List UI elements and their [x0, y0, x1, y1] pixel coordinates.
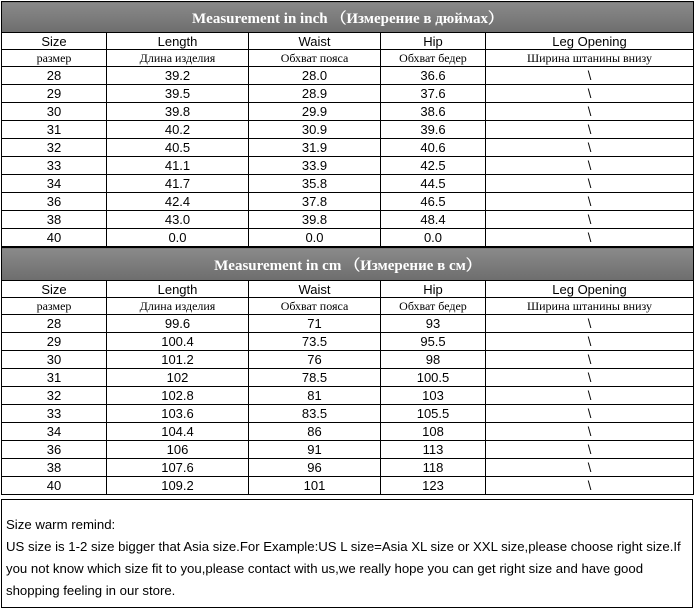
- cell-hip: 44.5: [381, 175, 486, 193]
- header-hip: Hip: [381, 281, 486, 298]
- table-row: [2, 157, 694, 175]
- subheader-waist: Обхват пояса: [249, 50, 381, 67]
- table-row: [2, 193, 694, 211]
- cell-waist: 35.8: [249, 175, 381, 193]
- cell-leg-opening: \: [486, 441, 694, 459]
- size-chart: [1, 1, 693, 495]
- cell-size: 32: [2, 139, 107, 157]
- cell-length: 0.0: [107, 229, 249, 247]
- header-leg-opening: Leg Opening: [486, 281, 694, 298]
- cell-size: 29: [2, 85, 107, 103]
- cell-hip: 103: [381, 387, 486, 405]
- cell-size: 36: [2, 441, 107, 459]
- table-row: [2, 459, 694, 477]
- header-size: Size: [2, 281, 107, 298]
- cell-length: 39.8: [107, 103, 249, 121]
- cell-waist: 76: [249, 351, 381, 369]
- header-hip: Hip: [381, 33, 486, 50]
- cell-waist: 101: [249, 477, 381, 495]
- cell-waist: 30.9: [249, 121, 381, 139]
- table-row: [2, 405, 694, 423]
- table-row: [2, 85, 694, 103]
- inch-table: [1, 1, 694, 247]
- cell-hip: 40.6: [381, 139, 486, 157]
- cell-length: 106: [107, 441, 249, 459]
- cell-leg-opening: \: [486, 157, 694, 175]
- cell-waist: 73.5: [249, 333, 381, 351]
- cell-hip: 36.6: [381, 67, 486, 85]
- cm-subheader-row: [2, 298, 694, 315]
- subheader-length: Длина изделия: [107, 298, 249, 315]
- cell-size: 33: [2, 405, 107, 423]
- inch-table-title: Measurement in inch （Измерение в дюймах）: [2, 2, 694, 33]
- cell-leg-opening: \: [486, 405, 694, 423]
- table-row: [2, 211, 694, 229]
- subheader-waist: Обхват пояса: [249, 298, 381, 315]
- note-line: you not know which size fit to you,please contact with us,we really hope you can get right size and have good: [6, 561, 644, 576]
- cell-hip: 118: [381, 459, 486, 477]
- note-line: shopping feeling in our store.: [6, 583, 176, 598]
- cell-length: 41.1: [107, 157, 249, 175]
- cell-leg-opening: \: [486, 459, 694, 477]
- cell-size: 28: [2, 315, 107, 333]
- inch-table-body: [2, 2, 694, 247]
- cell-hip: 108: [381, 423, 486, 441]
- header-length: Length: [107, 281, 249, 298]
- cell-waist: 86: [249, 423, 381, 441]
- cell-waist: 83.5: [249, 405, 381, 423]
- inch-title-row: [2, 2, 694, 33]
- cell-leg-opening: \: [486, 477, 694, 495]
- subheader-length: Длина изделия: [107, 50, 249, 67]
- cell-length: 40.2: [107, 121, 249, 139]
- table-row: [2, 103, 694, 121]
- cell-size: 40: [2, 477, 107, 495]
- cell-hip: 123: [381, 477, 486, 495]
- cell-hip: 105.5: [381, 405, 486, 423]
- cell-waist: 81: [249, 387, 381, 405]
- cell-leg-opening: \: [486, 333, 694, 351]
- table-row: [2, 387, 694, 405]
- table-row: [2, 333, 694, 351]
- cell-size: 30: [2, 351, 107, 369]
- cell-waist: 39.8: [249, 211, 381, 229]
- header-size: Size: [2, 33, 107, 50]
- subheader-hip: Обхват бедер: [381, 50, 486, 67]
- cell-size: 38: [2, 459, 107, 477]
- cell-size: 36: [2, 193, 107, 211]
- cell-size: 38: [2, 211, 107, 229]
- cell-length: 107.6: [107, 459, 249, 477]
- cm-title-row: [2, 248, 694, 281]
- subheader-size: размер: [2, 298, 107, 315]
- cell-length: 99.6: [107, 315, 249, 333]
- cell-waist: 0.0: [249, 229, 381, 247]
- cell-hip: 0.0: [381, 229, 486, 247]
- cell-leg-opening: \: [486, 67, 694, 85]
- cell-size: 29: [2, 333, 107, 351]
- cell-length: 42.4: [107, 193, 249, 211]
- cell-size: 34: [2, 175, 107, 193]
- cell-size: 33: [2, 157, 107, 175]
- inch-subheader-row: [2, 50, 694, 67]
- table-row: [2, 175, 694, 193]
- cell-size: 28: [2, 67, 107, 85]
- cell-hip: 113: [381, 441, 486, 459]
- cell-length: 43.0: [107, 211, 249, 229]
- cell-leg-opening: \: [486, 423, 694, 441]
- cell-leg-opening: \: [486, 369, 694, 387]
- cell-waist: 37.8: [249, 193, 381, 211]
- cell-hip: 46.5: [381, 193, 486, 211]
- cell-leg-opening: \: [486, 211, 694, 229]
- cell-hip: 100.5: [381, 369, 486, 387]
- header-waist: Waist: [249, 33, 381, 50]
- subheader-hip: Обхват бедер: [381, 298, 486, 315]
- note-heading: Size warm remind:: [6, 517, 116, 532]
- subheader-size: размер: [2, 50, 107, 67]
- note-line: US size is 1-2 size bigger that Asia size.For Example:US L size=Asia XL size or XXL size,please choose right size.If: [6, 539, 681, 554]
- cm-table: [1, 247, 694, 495]
- header-leg-opening: Leg Opening: [486, 33, 694, 50]
- table-row: [2, 121, 694, 139]
- cell-size: 31: [2, 369, 107, 387]
- cell-leg-opening: \: [486, 387, 694, 405]
- header-waist: Waist: [249, 281, 381, 298]
- cell-length: 41.7: [107, 175, 249, 193]
- cell-leg-opening: \: [486, 103, 694, 121]
- cell-length: 102.8: [107, 387, 249, 405]
- cell-waist: 71: [249, 315, 381, 333]
- cell-length: 39.2: [107, 67, 249, 85]
- cell-hip: 38.6: [381, 103, 486, 121]
- cm-header-row: [2, 281, 694, 298]
- inch-header-row: [2, 33, 694, 50]
- cell-length: 104.4: [107, 423, 249, 441]
- cell-size: 30: [2, 103, 107, 121]
- table-row: [2, 351, 694, 369]
- cell-size: 40: [2, 229, 107, 247]
- cell-leg-opening: \: [486, 139, 694, 157]
- cell-length: 40.5: [107, 139, 249, 157]
- cell-leg-opening: \: [486, 85, 694, 103]
- cell-leg-opening: \: [486, 229, 694, 247]
- cell-leg-opening: \: [486, 121, 694, 139]
- cell-waist: 28.9: [249, 85, 381, 103]
- cell-length: 100.4: [107, 333, 249, 351]
- cm-table-title: Measurement in cm （Измерение в см）: [2, 248, 694, 281]
- cell-hip: 95.5: [381, 333, 486, 351]
- cell-hip: 48.4: [381, 211, 486, 229]
- cell-leg-opening: \: [486, 315, 694, 333]
- cell-size: 32: [2, 387, 107, 405]
- table-row: [2, 369, 694, 387]
- cell-hip: 42.5: [381, 157, 486, 175]
- cell-hip: 37.6: [381, 85, 486, 103]
- cell-leg-opening: \: [486, 175, 694, 193]
- table-row: [2, 67, 694, 85]
- cell-size: 34: [2, 423, 107, 441]
- cm-table-body: [2, 248, 694, 495]
- cell-length: 109.2: [107, 477, 249, 495]
- cell-waist: 91: [249, 441, 381, 459]
- cell-waist: 28.0: [249, 67, 381, 85]
- table-row: [2, 441, 694, 459]
- cell-leg-opening: \: [486, 193, 694, 211]
- cell-length: 103.6: [107, 405, 249, 423]
- subheader-leg-opening: Ширина штанины внизу: [486, 50, 694, 67]
- cell-waist: 29.9: [249, 103, 381, 121]
- cell-length: 101.2: [107, 351, 249, 369]
- table-row: [2, 315, 694, 333]
- cell-length: 102: [107, 369, 249, 387]
- cell-waist: 78.5: [249, 369, 381, 387]
- table-row: [2, 423, 694, 441]
- cell-hip: 98: [381, 351, 486, 369]
- header-length: Length: [107, 33, 249, 50]
- table-row: [2, 477, 694, 495]
- cell-waist: 33.9: [249, 157, 381, 175]
- cell-waist: 96: [249, 459, 381, 477]
- cell-leg-opening: \: [486, 351, 694, 369]
- table-row: [2, 139, 694, 157]
- cell-hip: 93: [381, 315, 486, 333]
- size-remind-note: [1, 499, 693, 608]
- cell-waist: 31.9: [249, 139, 381, 157]
- cell-length: 39.5: [107, 85, 249, 103]
- cell-hip: 39.6: [381, 121, 486, 139]
- table-row: [2, 229, 694, 247]
- subheader-leg-opening: Ширина штанины внизу: [486, 298, 694, 315]
- cell-size: 31: [2, 121, 107, 139]
